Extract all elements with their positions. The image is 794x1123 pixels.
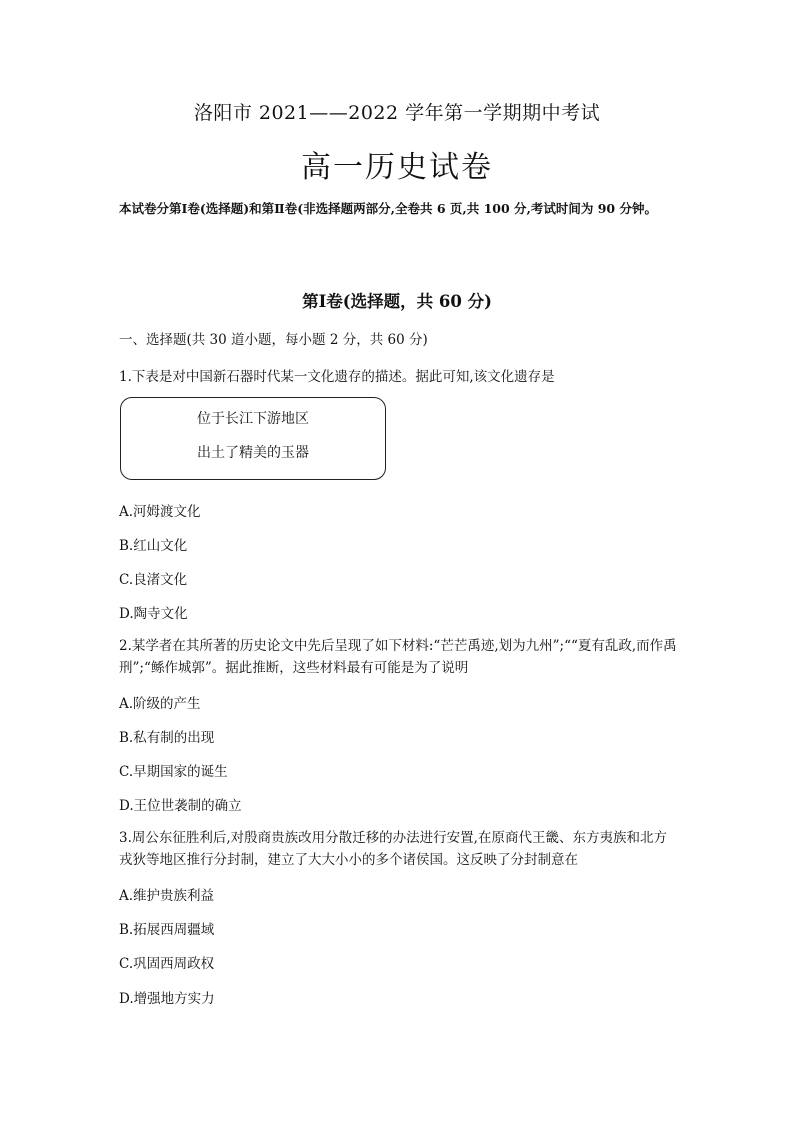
info-box-line-1: 位于长江下游地区 xyxy=(197,411,309,427)
subject-title: 高一历史试卷 xyxy=(301,150,493,185)
question-1-stem: 1.下表是对中国新石器时代某一文化遗存的描述。据此可知,该文化遗存是 xyxy=(119,369,555,385)
question-1-info-box xyxy=(120,397,386,480)
question-2-option-b: B.私有制的出现 xyxy=(119,730,215,746)
exam-title: 洛阳市 2021——2022 学年第一学期期中考试 xyxy=(193,102,601,124)
question-3-option-b: B.拓展西周疆域 xyxy=(119,922,215,938)
question-3-option-a: A.维护贵族利益 xyxy=(119,888,215,904)
question-1-option-c: C.良渚文化 xyxy=(119,572,188,588)
info-box-line-2: 出土了精美的玉器 xyxy=(197,445,309,461)
question-1-option-b: B.红山文化 xyxy=(119,538,188,554)
question-2-stem: 2.某学者在其所著的历史论文中先后呈现了如下材料:“芒芒禹迹,划为九州”;““夏有乱政,而作禹刑”;“鲧作城郭”。据此推断，这些材料最有可能是为了说明 xyxy=(119,638,677,676)
exam-instructions: 本试卷分第Ⅰ卷(选择题)和第Ⅱ卷(非选择题两部分,全卷共 6 页,共 100 分,考试时间为 90 分钟。 xyxy=(119,201,657,216)
question-3-stem: 3.周公东征胜利后,对殷商贵族改用分散迁移的办法进行安置,在原商代王畿、东方夷族和北方戎狄等地区推行分封制，建立了大大小小的多个诸侯国。这反映了分封制意在 xyxy=(119,830,667,868)
part-heading: 一、选择题(共 30 道小题，每小题 2 分，共 60 分) xyxy=(119,332,428,348)
question-2-option-d: D.王位世袭制的确立 xyxy=(119,798,242,814)
question-2-option-c: C.早期国家的诞生 xyxy=(119,764,228,780)
question-1-option-d: D.陶寺文化 xyxy=(119,606,188,622)
question-3-option-d: D.增强地方实力 xyxy=(119,991,215,1007)
question-3-option-c: C.巩固西周政权 xyxy=(119,956,215,972)
section-title: 第Ⅰ卷(选择题，共 60 分) xyxy=(302,292,492,311)
question-1-option-a: A.河姆渡文化 xyxy=(119,504,201,520)
question-2-option-a: A.阶级的产生 xyxy=(119,696,201,712)
